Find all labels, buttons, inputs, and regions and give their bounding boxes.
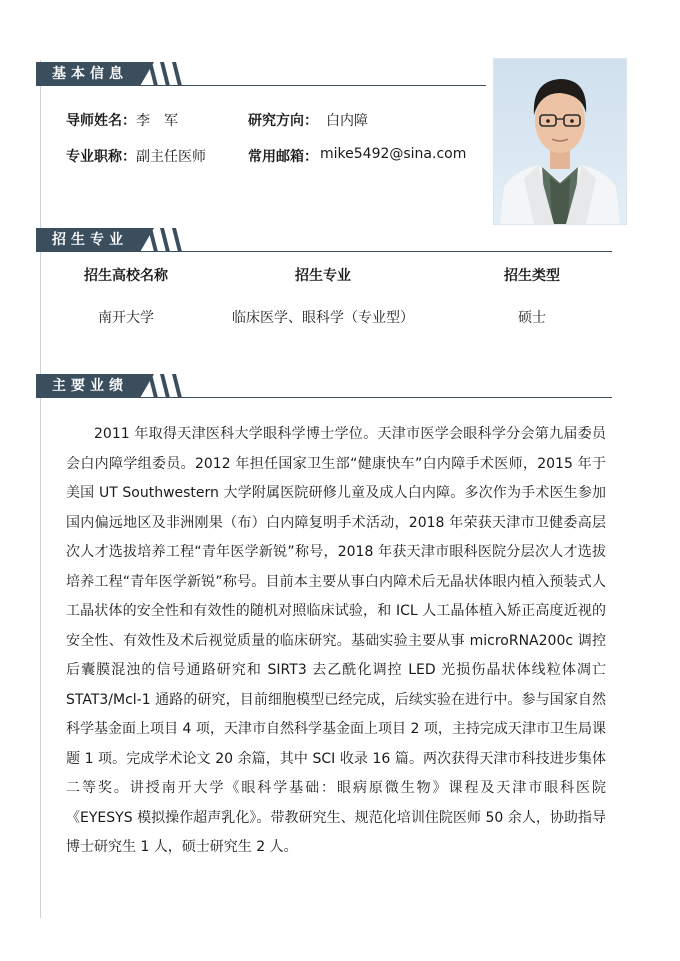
table-cell-major: 临床医学、眼科学（专业型）	[232, 310, 414, 326]
achievements-paragraph: 2011 年取得天津医科大学眼科学博士学位。天津市医学会眼科学分会第九届委员会白内障学组委员。2012 年担任国家卫生部“健康快车”白内障手术医师，2015 年于美国 UT Southwestern 大学附属医院研修儿童及成人白内障。多次作为手术医生参加国内偏远地区及非洲刚果（布）白内障复明手术活动，2018 年荣获天津市卫健委高层次人才选拔培养工程“青年医学新锐”称号，2018 年获天津市眼科医院分层次人才选拔培养工程“青年医学新锐”称号。目前本主要从事白内障术后无晶状体眼内植入预装式人工晶状体的安全性和有效性的随机对照临床试验，和 ICL 人工晶体植入矫正高度近视的安全性、有效性及术后视觉质量的临床研究。基础实验主要从事 microRNA200c 调控后囊膜混浊的信号通路研究和 SIRT3 去乙酰化调控 LED 光损伤晶状体线粒体凋亡 STAT3/Mcl-1 通路的研究，目前细胞模型已经完成，后续实验在进行中。参与国家自然科学基金面上项目 4 项，天津市自然科学基金面上项目 2 项，主持完成天津市卫生局课题 1 项。完成学术论文 20 余篇，其中 SCI 收录 16 篇。两次获得天津市科技进步集体二等奖。讲授南开大学《眼科学基础：眼病原微生物》课程及天津市眼科医院《EYESYS 模拟操作超声乳化》。带教研究生、规范化培训住院医师 50 余人，协助指导博士研究生 1 人，硕士研究生 2 人。	[66, 426, 606, 855]
section-stripe	[172, 228, 182, 252]
section-stripe	[148, 62, 158, 86]
section-stripe	[172, 374, 182, 398]
section-stripe	[160, 374, 170, 398]
section-header-achievements	[36, 374, 616, 398]
professional-title-label: 专业职称：	[66, 149, 136, 165]
section-title-achievements: 主要业绩	[52, 378, 128, 394]
advisor-name-label: 导师姓名：	[66, 113, 136, 129]
advisor-name-value: 李 军	[136, 113, 178, 129]
section-header-basic-info	[36, 62, 486, 86]
section-header-enrollment	[36, 228, 616, 252]
table-cell-university: 南开大学	[98, 310, 154, 326]
research-direction-label: 研究方向：	[248, 113, 318, 129]
section-stripe	[160, 62, 170, 86]
portrait-photo	[493, 58, 627, 225]
table-header-university: 招生高校名称	[84, 268, 168, 284]
research-direction-value: 白内障	[326, 113, 368, 129]
table-header-degree-type: 招生类型	[504, 268, 560, 284]
section-underline	[136, 251, 612, 252]
section-underline	[136, 397, 612, 398]
table-cell-degree-type: 硕士	[518, 310, 546, 326]
section-stripe	[160, 228, 170, 252]
section-stripe	[148, 374, 158, 398]
portrait-illustration	[494, 59, 626, 224]
professional-title-value: 副主任医师	[136, 149, 206, 165]
section-underline	[136, 85, 486, 86]
left-margin-rule	[40, 60, 41, 918]
section-stripe	[172, 62, 182, 86]
table-header-major: 招生专业	[295, 268, 351, 284]
section-title-enrollment: 招生专业	[52, 232, 128, 248]
section-stripe	[148, 228, 158, 252]
email-label: 常用邮箱：	[248, 149, 318, 165]
section-title-basic-info: 基本信息	[52, 66, 128, 82]
email-value: mike5492@sina.com	[320, 146, 467, 162]
